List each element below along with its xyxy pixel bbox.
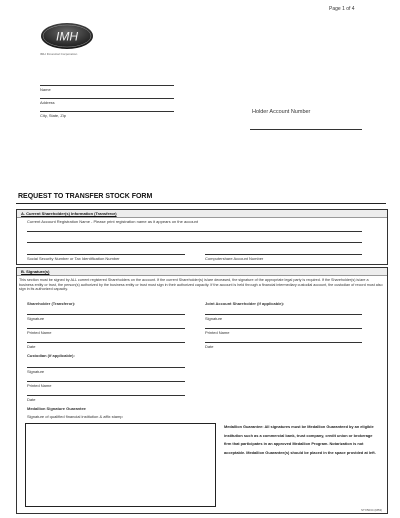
- form-title: REQUEST TO TRANSFER STOCK FORM: [18, 193, 153, 200]
- custodian-signature-label: Signature: [27, 369, 45, 374]
- page-number: Page 1 of 4: [329, 6, 355, 12]
- city-state-zip-line[interactable]: [40, 111, 174, 112]
- shareholder-heading: Shareholder (Transferor):: [27, 301, 76, 306]
- medallion-note: Medallion Guarantee: All signatures must be Medallion Guaranteed by an eligible institution such as a commercial bank, trust company, credit union or brokerage firm that participates in an approved Medallion Program. Notarization is not acceptable. Medallion Guarantee(s) should be placed in the space provided at left.: [224, 424, 376, 455]
- registration-line-1[interactable]: [27, 231, 362, 232]
- shareholder-date-line[interactable]: [27, 342, 185, 343]
- section-a-title: A. Current Shareholder(s) Information (Transferor): [21, 211, 117, 216]
- medallion-heading: Medallion Signature Guarantee: [27, 406, 86, 411]
- joint-signature-label: Signature: [205, 316, 223, 321]
- registration-name-label: Current Account Registration Name - Please print registration name as it appears on the account: [27, 219, 198, 224]
- logo-letters: IMH: [56, 29, 78, 44]
- company-logo: [40, 22, 94, 50]
- joint-date-line[interactable]: [205, 342, 362, 343]
- signature-instructions: This section must be signed by ALL current registered Shareholders on the account. If the current Shareholder(s) is/are deceased, the signature of the appropriate legal party is required. If the Shareholder(s) is/are a business entity or trust, the person(s) authorized by the business entity or trust must sign in their authorized capacity. If the account is held through a financial intermediary custodial account, the custodian of record must also sign in its authorized capacity.: [19, 278, 383, 292]
- name-label: Name: [40, 87, 51, 92]
- custodian-printed-name-line[interactable]: [27, 381, 185, 382]
- medallion-stamp-box[interactable]: [25, 423, 216, 507]
- custodian-heading: Custodian (if applicable):: [27, 353, 75, 358]
- shareholder-signature-line[interactable]: [27, 314, 185, 315]
- shareholder-signature-label: Signature: [27, 316, 45, 321]
- name-line[interactable]: [40, 85, 174, 86]
- joint-printed-name-line[interactable]: [205, 328, 362, 329]
- shareholder-printed-name-label: Printed Name: [27, 330, 52, 335]
- address-line[interactable]: [40, 98, 174, 99]
- custodian-date-line[interactable]: [27, 395, 185, 396]
- joint-printed-name-label: Printed Name: [205, 330, 230, 335]
- custodian-printed-name-label: Printed Name: [27, 383, 52, 388]
- custodian-date-label: Date: [27, 397, 36, 402]
- logo-tagline: IMH Financial Corporation: [40, 52, 78, 56]
- section-b-header: [17, 268, 387, 276]
- computershare-account-line[interactable]: [205, 254, 362, 255]
- section-a-header: [17, 210, 387, 218]
- shareholder-date-label: Date: [27, 344, 36, 349]
- city-state-zip-label: City, State, Zip: [40, 113, 66, 118]
- ssn-label: Social Security Number or Tax Identification Number: [27, 256, 120, 261]
- joint-signature-line[interactable]: [205, 314, 362, 315]
- form-code: STX5034 (RB3): [361, 508, 383, 512]
- address-label: Address: [40, 100, 55, 105]
- custodian-signature-line[interactable]: [27, 367, 185, 368]
- computershare-account-label: Computershare Account Number: [205, 256, 264, 261]
- shareholder-printed-name-line[interactable]: [27, 328, 185, 329]
- ssn-line[interactable]: [27, 254, 185, 255]
- section-b-title: B. Signature(s): [21, 269, 50, 274]
- joint-shareholder-heading: Joint Account Shareholder (if applicable):: [205, 301, 285, 306]
- registration-line-2[interactable]: [27, 242, 362, 243]
- medallion-subheading: Signature of qualified financial institution & affix stamp: [27, 414, 123, 419]
- holder-account-label: Holder Account Number: [252, 109, 311, 115]
- holder-account-line[interactable]: [250, 129, 362, 130]
- joint-date-label: Date: [205, 344, 214, 349]
